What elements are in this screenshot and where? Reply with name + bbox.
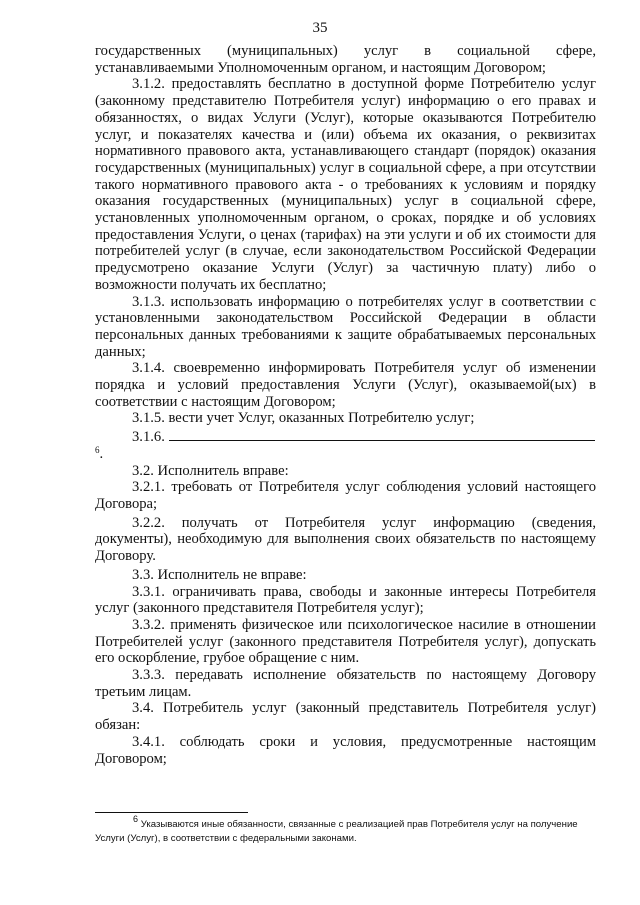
paragraph-3-1-3: 3.1.3. использовать информацию о потребителях услуг в соответствии с установленными законодательством Российской Федерации в области персональных данных требованиями к защите обрабатываемых персональных данных; xyxy=(95,293,596,360)
paragraph-3-1-5: 3.1.5. вести учет Услуг, оказанных Потребителю услуг; xyxy=(132,410,475,427)
footnote-marker: 6 xyxy=(133,814,139,824)
paragraph-3-3-3: 3.3.3. передавать исполнение обязательств по настоящему Договору третьим лицам. xyxy=(95,667,596,700)
paragraph-3-1-6 xyxy=(95,427,596,462)
paragraph-3-1-4: 3.1.4. своевременно информировать Потребителя услуг об изменении порядка и условий предоставления Услуги (Услуг), оказываемой(ых) в соответствии с настоящим Договором; xyxy=(95,360,596,410)
paragraph-3-3: 3.3. Исполнитель не вправе: xyxy=(132,566,307,583)
footnote-divider xyxy=(95,812,248,813)
paragraph-3-2: 3.2. Исполнитель вправе: xyxy=(132,462,289,479)
page-number: 35 xyxy=(312,20,328,36)
paragraph-3-1-6-label: 3.1.6. xyxy=(132,429,165,446)
paragraph-3-3-2: 3.3.2. применять физическое или психологическое насилие в отношении Потребителей услуг (законного представителя Потребителя услуг), допускать его оскорбление, грубое обращение с ним. xyxy=(95,616,596,667)
blank-fill-line xyxy=(169,427,595,441)
paragraph-3-3-1: 3.3.1. ограничивать права, свободы и законные интересы Потребителя услуг (законного представителя Потребителя услуг); xyxy=(95,583,596,617)
paragraph-3-1-2: 3.1.2. предоставлять бесплатно в доступной форме Потребителю услуг (законному представителю Потребителя услуг) информацию о его правах и обязанностях, о видах Услуги (Услуг), которые оказываются Потребителю услуг, и показателях качества и (или) объема их оказания, о реквизитах нормативного правового акта, устанавливающего стандарт (порядок) оказания государственных (муниципальных) услуг в социальной сфере, а при отсутствии такого нормативного правового акта - о требованиях к условиям и порядку оказания государственных (муниципальных) услуг в социальной сфере, установленных уполномоченным органом, о сроках, порядке и об условиях предоставления Услуги, о ценах (тарифах) на эти услуги и об их стоимости для потребителей услуг (в случае, если законодательством Российской Федерации предусмотрено оказание Услуги (Услуг) за частичную плату) либо о возможности получать их бесплатно; xyxy=(95,76,596,293)
document-body xyxy=(95,43,596,767)
footnote-line-2: Услуги (Услуг), в соответствии с федеральными законами. xyxy=(95,832,357,844)
footnote xyxy=(95,814,596,845)
footnote-line-1 xyxy=(95,814,596,832)
paragraph-continuation: государственных (муниципальных) услуг в социальной сфере, устанавливаемыми Уполномоченным органом, и настоящим Договором; xyxy=(95,43,596,76)
paragraph-3-4-1: 3.4.1. соблюдать сроки и условия, предусмотренные настоящим Договором; xyxy=(95,733,596,767)
footnote-reference: 6 xyxy=(95,444,100,455)
paragraph-3-4: 3.4. Потребитель услуг (законный представитель Потребителя услуг) обязан: xyxy=(95,700,596,734)
paragraph-3-2-1: 3.2.1. требовать от Потребителя услуг соблюдения условий настоящего Договора; xyxy=(95,479,596,512)
footnote-text-1: Указываются иные обязанности, связанные с реализацией прав Потребителя услуг на получение xyxy=(140,819,578,830)
paragraph-3-1-6-end: . xyxy=(99,445,104,462)
paragraph-3-2-2: 3.2.2. получать от Потребителя услуг информацию (сведения, документы), необходимую для выполнения своих обязательств по настоящему Договору. xyxy=(95,514,596,565)
